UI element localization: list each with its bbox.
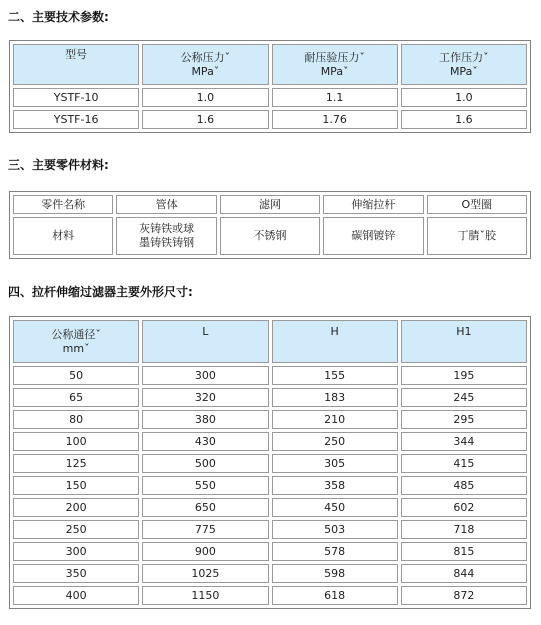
header-nominal-pressure xyxy=(142,44,268,85)
cell-H1: 718 xyxy=(401,520,527,539)
cell-L: 1025 xyxy=(142,564,268,583)
table-row xyxy=(13,498,527,517)
cell-L: 500 xyxy=(142,454,268,473)
cell-model: YSTF-16 xyxy=(13,110,139,129)
cell-L: 320 xyxy=(142,388,268,407)
header-unit: MPaˇ xyxy=(449,64,478,78)
cell-body-material xyxy=(116,217,216,255)
cell-L: 1150 xyxy=(142,586,268,605)
table-row xyxy=(13,366,527,385)
cell-L: 300 xyxy=(142,366,268,385)
table-header-row xyxy=(13,44,527,85)
table-header-row xyxy=(13,195,527,214)
cell-H: 210 xyxy=(272,410,398,429)
cell-H1: 344 xyxy=(401,432,527,451)
cell-H1: 844 xyxy=(401,564,527,583)
cell-nominal-diameter: 300 xyxy=(13,542,139,561)
cell-o-ring-material xyxy=(427,217,527,255)
table-row xyxy=(13,110,527,129)
section4-heading: 四、拉杆伸缩过滤器主要外形尺寸: xyxy=(8,285,193,299)
cell-text: 不锈钢 xyxy=(253,229,287,242)
cell-H1: 245 xyxy=(401,388,527,407)
header-H1 xyxy=(401,320,527,363)
cell-L: 900 xyxy=(142,542,268,561)
cell-working-pressure: 1.0 xyxy=(401,88,527,107)
cell-nominal-pressure: 1.0 xyxy=(142,88,268,107)
cell-text: 灰铸铁或球 xyxy=(139,222,195,235)
cell-test-pressure: 1.1 xyxy=(272,88,398,107)
dimensions-table xyxy=(9,316,531,609)
cell-H1: 415 xyxy=(401,454,527,473)
cell-text: 材料 xyxy=(52,229,75,242)
header-label: 工作压力ˇ xyxy=(439,50,489,64)
cell-nominal-pressure: 1.6 xyxy=(142,110,268,129)
tech-params-table xyxy=(9,40,531,133)
header-body: 管体 xyxy=(116,195,216,214)
cell-nominal-diameter: 200 xyxy=(13,498,139,517)
header-screen: 滤网 xyxy=(220,195,320,214)
cell-H1: 485 xyxy=(401,476,527,495)
table-row xyxy=(13,542,527,561)
cell-L: 775 xyxy=(142,520,268,539)
cell-L: 380 xyxy=(142,410,268,429)
cell-H: 598 xyxy=(272,564,398,583)
cell-model: YSTF-10 xyxy=(13,88,139,107)
cell-H1: 815 xyxy=(401,542,527,561)
cell-nominal-diameter: 150 xyxy=(13,476,139,495)
section3-heading: 三、主要零件材料: xyxy=(8,158,109,172)
table-row xyxy=(13,520,527,539)
header-label: L xyxy=(202,325,209,338)
header-part-name: 零件名称 xyxy=(13,195,113,214)
cell-H: 250 xyxy=(272,432,398,451)
header-o-ring: O型圈 xyxy=(427,195,527,214)
cell-nominal-diameter: 50 xyxy=(13,366,139,385)
cell-nominal-diameter: 350 xyxy=(13,564,139,583)
table-row xyxy=(13,454,527,473)
table-row xyxy=(13,217,527,255)
cell-text: 丁腈ˇ胶 xyxy=(457,229,497,242)
cell-material-label xyxy=(13,217,113,255)
cell-H1: 602 xyxy=(401,498,527,517)
header-unit: MPaˇ xyxy=(320,64,349,78)
header-model xyxy=(13,44,139,85)
cell-nominal-diameter: 400 xyxy=(13,586,139,605)
table-header-row xyxy=(13,320,527,363)
materials-table xyxy=(9,191,531,259)
cell-screen-material xyxy=(220,217,320,255)
cell-nominal-diameter: 80 xyxy=(13,410,139,429)
table-row xyxy=(13,564,527,583)
cell-text: 墨铸铁铸钢 xyxy=(139,236,195,249)
cell-H1: 872 xyxy=(401,586,527,605)
table-row xyxy=(13,388,527,407)
dimensions-table-body xyxy=(13,366,527,605)
table-row xyxy=(13,88,527,107)
header-nominal-diameter xyxy=(13,320,139,363)
table-row xyxy=(13,586,527,605)
header-label: 公称通径ˇ xyxy=(51,327,101,341)
cell-nominal-diameter: 100 xyxy=(13,432,139,451)
cell-text: 碳钢镀锌 xyxy=(351,229,396,242)
cell-nominal-diameter: 65 xyxy=(13,388,139,407)
header-label: H xyxy=(330,325,339,338)
cell-H: 358 xyxy=(272,476,398,495)
section2-heading: 二、主要技术参数: xyxy=(8,10,109,24)
header-label: H1 xyxy=(456,325,472,338)
cell-L: 650 xyxy=(142,498,268,517)
cell-nominal-diameter: 250 xyxy=(13,520,139,539)
cell-H: 155 xyxy=(272,366,398,385)
cell-nominal-diameter: 125 xyxy=(13,454,139,473)
cell-H: 305 xyxy=(272,454,398,473)
header-H xyxy=(272,320,398,363)
cell-H: 450 xyxy=(272,498,398,517)
table-row xyxy=(13,432,527,451)
cell-L: 430 xyxy=(142,432,268,451)
header-test-pressure xyxy=(272,44,398,85)
table-row xyxy=(13,476,527,495)
cell-test-pressure: 1.76 xyxy=(272,110,398,129)
cell-H1: 195 xyxy=(401,366,527,385)
header-label: 型号 xyxy=(65,48,88,61)
cell-H: 183 xyxy=(272,388,398,407)
header-label: 公称压力ˇ xyxy=(180,50,231,64)
cell-H1: 295 xyxy=(401,410,527,429)
header-L xyxy=(142,320,268,363)
table-row xyxy=(13,410,527,429)
header-label: 耐压验压力ˇ xyxy=(304,50,365,64)
header-working-pressure xyxy=(401,44,527,85)
cell-H: 503 xyxy=(272,520,398,539)
cell-L: 550 xyxy=(142,476,268,495)
cell-tie-rod-material xyxy=(323,217,423,255)
header-tie-rod: 伸缩拉杆 xyxy=(323,195,423,214)
header-unit: mmˇ xyxy=(62,341,90,355)
cell-H: 578 xyxy=(272,542,398,561)
header-unit: MPaˇ xyxy=(191,64,220,78)
cell-working-pressure: 1.6 xyxy=(401,110,527,129)
cell-H: 618 xyxy=(272,586,398,605)
